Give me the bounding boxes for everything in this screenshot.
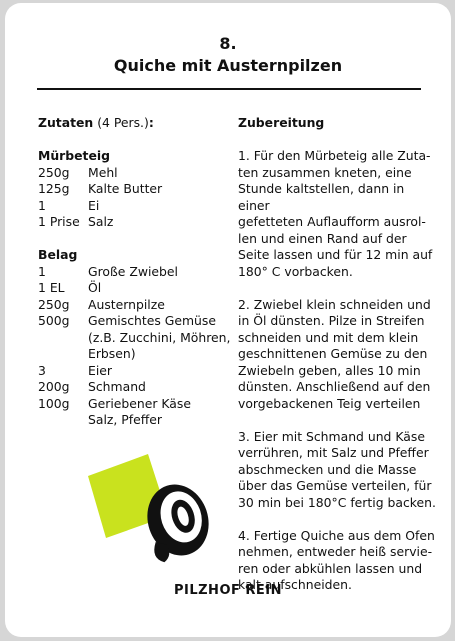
title-divider bbox=[37, 88, 421, 90]
ingredient-row bbox=[38, 198, 238, 215]
preparation-heading: Zubereitung bbox=[238, 115, 325, 130]
ingredient-quantity: 1 bbox=[38, 197, 46, 213]
ingredients-colon: : bbox=[148, 115, 154, 130]
step-line: Seite lassen und für 12 min auf bbox=[238, 247, 433, 262]
preparation-step bbox=[238, 429, 438, 512]
ingredient-row bbox=[38, 280, 238, 297]
ingredients-label: Zutaten bbox=[38, 115, 94, 130]
ingredient-sections bbox=[38, 148, 238, 429]
ingredient-quantity bbox=[38, 346, 88, 363]
ingredient-name: Ei bbox=[88, 197, 100, 213]
step-line: 180° C vorbacken. bbox=[238, 263, 353, 279]
ingredient-quantity: 250g bbox=[38, 164, 70, 180]
ingredient-row bbox=[38, 346, 238, 363]
ingredient-row bbox=[38, 379, 238, 396]
ingredient-quantity: 1 bbox=[38, 263, 46, 279]
step-line: ten zusammen kneten, eine bbox=[238, 164, 412, 180]
ingredient-row bbox=[38, 330, 238, 347]
preparation-column bbox=[238, 115, 438, 594]
ingredient-name: Austernpilze bbox=[88, 296, 165, 312]
step-line: über das Gemüse verteilen, für bbox=[238, 478, 432, 493]
ingredient-section-title: Mürbeteig bbox=[38, 148, 110, 163]
ingredient-quantity: 1 EL bbox=[38, 280, 65, 295]
ingredient-name: (z.B. Zucchini, Möhren, bbox=[88, 329, 231, 345]
ingredients-column bbox=[38, 115, 238, 429]
step-line: abschmecken und die Masse bbox=[238, 461, 417, 477]
ingredient-quantity: 100g bbox=[38, 395, 70, 411]
ingredient-row bbox=[38, 165, 238, 182]
ingredient-name: Gemischtes Gemüse bbox=[88, 313, 216, 328]
step-line: in Öl dünsten. Pilze in Streifen bbox=[238, 313, 425, 328]
recipe-name: Quiche mit Austernpilzen bbox=[113, 56, 343, 75]
ingredient-quantity: 200g bbox=[38, 379, 70, 394]
recipe-card bbox=[5, 3, 451, 637]
step-line: 30 min bei 180°C fertig backen. bbox=[238, 494, 436, 510]
ingredient-quantity bbox=[38, 330, 88, 347]
step-line: 3. Eier mit Schmand und Käse bbox=[238, 428, 425, 444]
ingredient-row bbox=[38, 297, 238, 314]
preparation-step bbox=[238, 297, 438, 413]
step-line: 4. Fertige Quiche aus dem Ofen bbox=[238, 527, 435, 543]
step-line: dünsten. Anschließend auf den bbox=[238, 379, 431, 394]
ingredient-row bbox=[38, 181, 238, 198]
step-line: 1. Für den Mürbeteig alle Zuta- bbox=[238, 148, 431, 163]
ingredient-name: Geriebener Käse bbox=[88, 395, 191, 411]
step-line: kalt aufschneiden. bbox=[238, 577, 352, 592]
ingredients-heading bbox=[38, 115, 238, 132]
ingredient-name: Große Zwiebel bbox=[88, 263, 178, 279]
ingredient-name: Mehl bbox=[88, 164, 118, 180]
ingredient-name: Eier bbox=[88, 362, 112, 378]
step-line: vorgebackenen Teig verteilen bbox=[238, 395, 421, 411]
step-line: 2. Zwiebel klein schneiden und bbox=[238, 296, 431, 312]
ingredient-quantity: 1 Prise bbox=[38, 214, 80, 229]
brand-logo-text: PILZHOF REIN bbox=[173, 583, 283, 598]
ingredient-row bbox=[38, 313, 238, 330]
ingredients-persons: (4 Pers.) bbox=[97, 115, 149, 130]
ingredient-name: Schmand bbox=[88, 379, 146, 394]
step-line: schneiden und mit dem klein bbox=[238, 329, 419, 345]
ingredient-row bbox=[38, 396, 238, 413]
preparation-steps bbox=[238, 148, 438, 594]
ingredient-name: Salz bbox=[88, 214, 114, 229]
step-line: gefetteten Auflaufform ausrol- bbox=[238, 214, 426, 229]
ingredient-row bbox=[38, 264, 238, 281]
recipe-title bbox=[5, 33, 451, 77]
step-line: verrühren, mit Salz und Pfeffer bbox=[238, 445, 429, 460]
ingredient-name: Kalte Butter bbox=[88, 181, 163, 196]
step-line: len und einen Rand auf der bbox=[238, 230, 407, 246]
ingredient-name: Öl bbox=[88, 280, 102, 295]
ingredient-row bbox=[38, 363, 238, 380]
mushroom-logo-icon bbox=[80, 448, 210, 568]
step-line: Zwiebeln geben, alles 10 min bbox=[238, 362, 421, 378]
ingredient-quantity: 125g bbox=[38, 181, 70, 196]
step-line: ren oder abkühlen lassen und bbox=[238, 560, 423, 576]
ingredient-row bbox=[38, 412, 238, 429]
ingredient-quantity: 250g bbox=[38, 296, 70, 312]
preparation-step bbox=[238, 148, 438, 280]
ingredient-quantity: 500g bbox=[38, 313, 70, 328]
ingredient-section-title: Belag bbox=[38, 247, 78, 262]
step-line: Stunde kaltstellen, dann in einer bbox=[238, 181, 405, 213]
ingredient-row bbox=[38, 214, 238, 231]
recipe-number: 8. bbox=[219, 34, 237, 53]
step-line: geschnittenen Gemüse zu den bbox=[238, 346, 428, 361]
ingredient-name: Erbsen) bbox=[88, 346, 136, 361]
ingredient-quantity bbox=[38, 412, 88, 429]
step-line: nehmen, entweder heiß servie- bbox=[238, 544, 433, 559]
ingredient-name: Salz, Pfeffer bbox=[88, 412, 162, 427]
ingredient-quantity: 3 bbox=[38, 362, 46, 378]
